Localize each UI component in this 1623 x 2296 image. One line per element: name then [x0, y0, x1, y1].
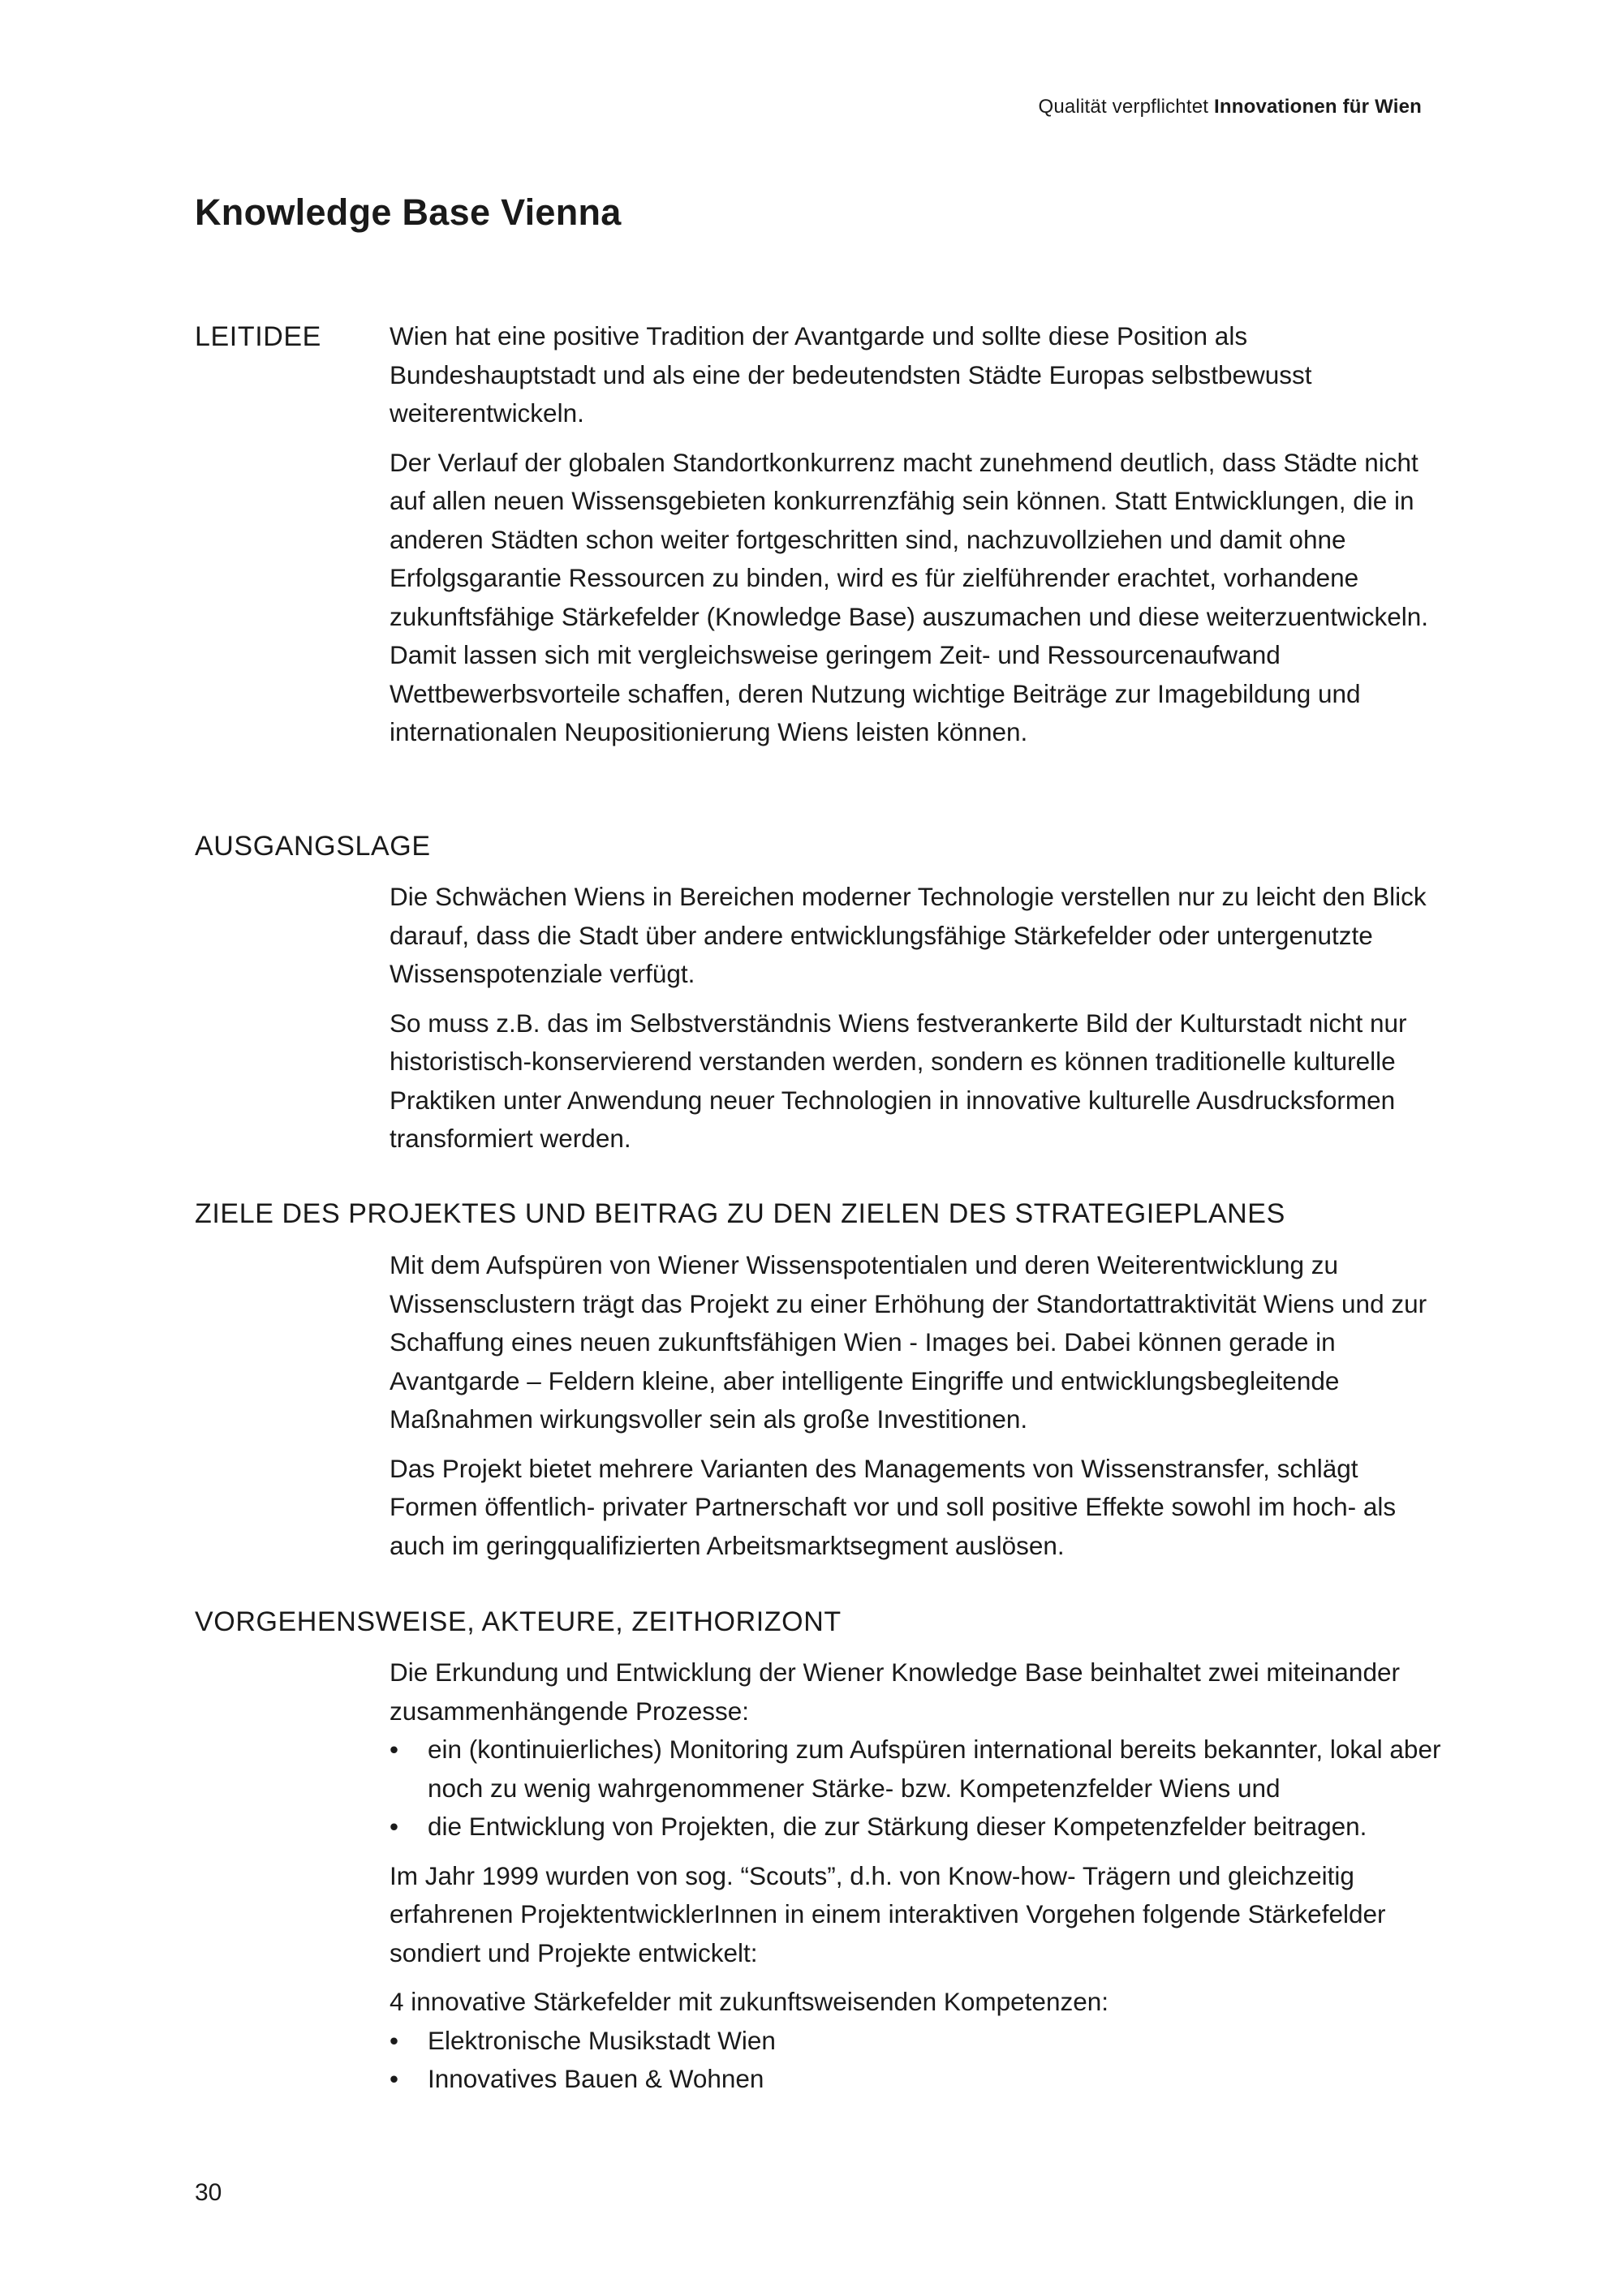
bullet-icon: • [390, 2025, 399, 2055]
page-number: 30 [195, 2179, 222, 2206]
bullet-icon: • [390, 1812, 399, 1841]
list-item [390, 2060, 1444, 2099]
list-item [390, 1808, 1444, 1847]
paragraph: 4 innovative Stärkefelder mit zukunftsweisenden Kompetenzen: [390, 1987, 1109, 2016]
bullet-icon: • [390, 1735, 399, 1764]
list-item-text: ein (kontinuierliches) Monitoring zum Aufspüren international bereits bekannter, lokal aber noch zu wenig wahrgenommener Stärke- bzw. Kompetenzfelder Wiens und [428, 1735, 1441, 1803]
list-item [390, 1731, 1444, 1808]
paragraph: Die Schwächen Wiens in Bereichen moderner Technologie verstellen nur zu leicht den Blick darauf, dass die Stadt über andere entwicklungsfähige Stärkefelder oder untergenutzte Wissenspotenziale verfügt. [390, 882, 1427, 988]
header-bold-text: Innovationen für Wien [1214, 96, 1422, 118]
paragraph: Mit dem Aufspüren von Wiener Wissenspotentialen und deren Weiterentwicklung zu Wissensclustern trägt das Projekt zu einer Erhöhung der Standortattraktivität Wiens und zur Schaffung eines neuen zukunftsfähigen Wien - Images bei. Dabei können gerade in Avantgarde – Feldern kleine, aber intelligente Eingriffe und entwicklungsbegleitende Maßnahmen wirkungsvoller sein als große Investitionen. [390, 1250, 1427, 1434]
paragraph: So muss z.B. das im Selbstverständnis Wiens festverankerte Bild der Kulturstadt nicht nur historistisch-konservierend verstanden werden, sondern es können traditionelle kulturelle Praktiken unter Anwendung neuer Technologien in innovative kulturelle Ausdrucksformen transformiert werden. [390, 1008, 1407, 1153]
section-label-vorgehen: VORGEHENSWEISE, AKTEURE, ZEITHORIZONT [195, 1606, 842, 1637]
list-item [390, 2022, 1444, 2061]
bullet-icon: • [390, 2064, 399, 2093]
section-body-leitidee [390, 317, 1444, 763]
paragraph: Im Jahr 1999 wurden von sog. “Scouts”, d.h. von Know-how- Trägern und gleichzeitig erfahrenen ProjektentwicklerInnen in einem interaktiven Vorgehen folgende Stärkefelder sondiert und Projekte entwickelt: [390, 1860, 1386, 1967]
fields-list [390, 2022, 1444, 2099]
section-label-ziele: ZIELE DES PROJEKTES UND BEITRAG ZU DEN ZIELEN DES STRATEGIEPLANES [195, 1198, 1285, 1229]
section-label-leitidee: LEITIDEE [195, 321, 321, 352]
process-list [390, 1731, 1444, 1847]
paragraph: Der Verlauf der globalen Standortkonkurrenz macht zunehmend deutlich, dass Städte nicht auf allen neuen Wissensgebieten konkurrenzfähig sein können. Statt Entwicklungen, die in anderen Städten schon weiter fortgeschritten sind, nachzuvollziehen und damit ohne Erfolgsgarantie Ressourcen zu binden, wird es für zielführender erachtet, vorhandene zukunftsfähige Stärkefelder (Knowledge Base) auszumachen und diese weiterzuentwickeln. Damit lassen sich mit vergleichsweise geringem Zeit- und Ressourcenaufwand Wettbewerbsvorteile schaffen, deren Nutzung wichtige Beiträge zur Imagebildung und internationalen Neupositionierung Wiens leisten können. [390, 447, 1428, 746]
paragraph: Die Erkundung und Entwicklung der Wiener Knowledge Base beinhaltet zwei miteinander zusammenhängende Prozesse: [390, 1658, 1400, 1726]
section-body-vorgehen [390, 1653, 1444, 2109]
page-title: Knowledge Base Vienna [195, 191, 622, 233]
list-item-text: Elektronische Musikstadt Wien [428, 2025, 776, 2055]
section-body-ausgangslage [390, 878, 1444, 1169]
paragraph: Das Projekt bietet mehrere Varianten des Managements von Wissenstransfer, schlägt Formen öffentlich- privater Partnerschaft vor und soll positive Effekte sowohl im hoch- als auch im geringqualifizierten Arbeitsmarktsegment auslösen. [390, 1453, 1397, 1560]
list-item-text: Innovatives Bauen & Wohnen [428, 2064, 764, 2093]
paragraph: Wien hat eine positive Tradition der Avantgarde und sollte diese Position als Bundeshauptstadt und als eine der bedeutendsten Städte Europas selbstbewusst weiterentwickeln. [390, 321, 1312, 428]
section-body-ziele [390, 1246, 1444, 1576]
list-item-text: die Entwicklung von Projekten, die zur Stärkung dieser Kompetenzfelder beitragen. [428, 1812, 1367, 1841]
section-label-ausgangslage: AUSGANGSLAGE [195, 831, 431, 862]
header-prefix: Qualität verpflichtet [1038, 96, 1209, 118]
running-header [1039, 96, 1423, 118]
